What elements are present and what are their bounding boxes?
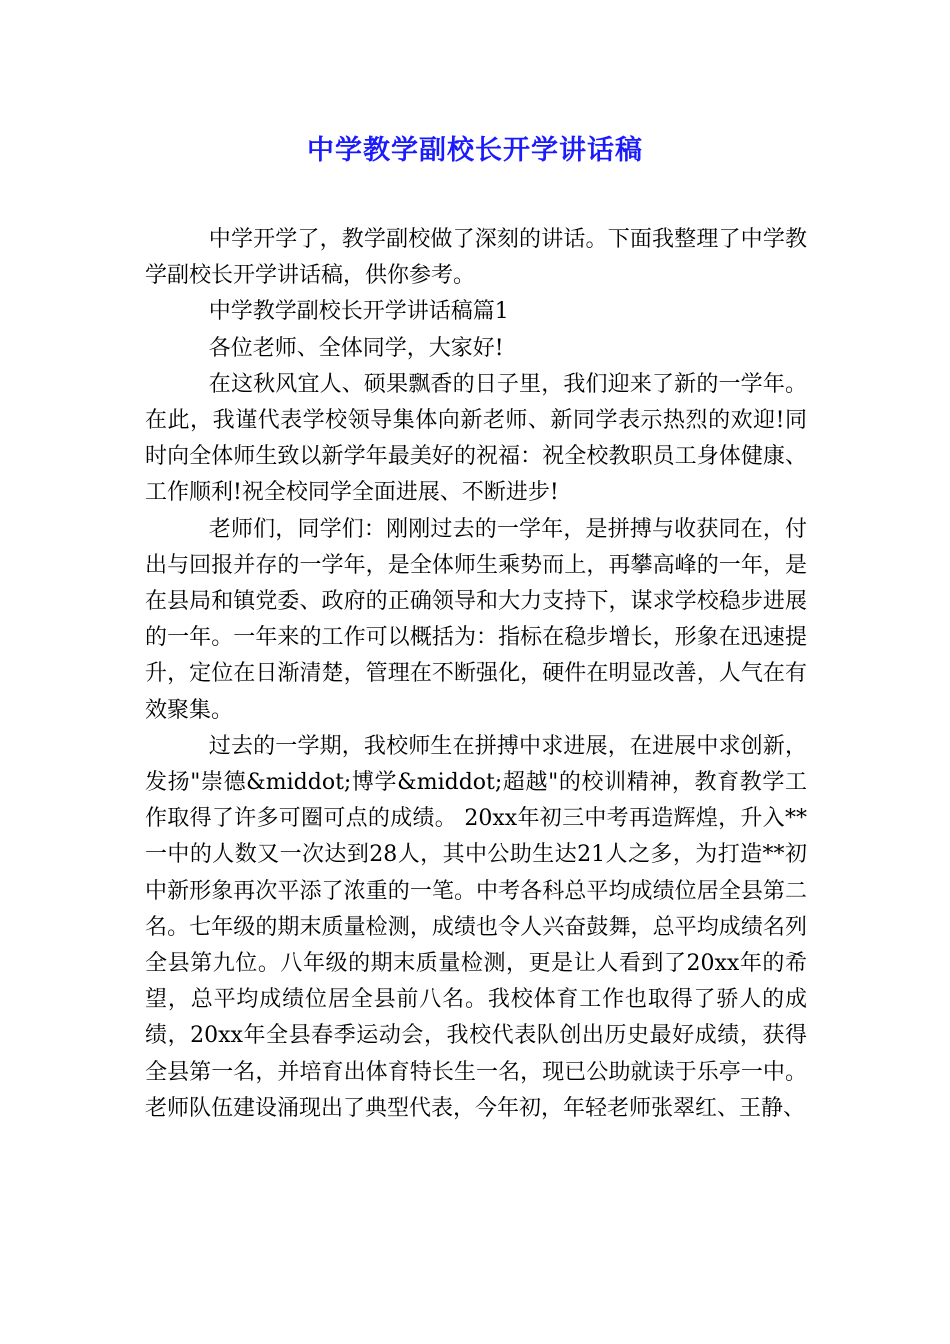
document-title: 中学教学副校长开学讲话稿: [307, 135, 643, 166]
paragraph-greeting: 各位老师、全体同学，大家好!: [208, 335, 504, 361]
document-body: [145, 222, 807, 1127]
paragraph-achievements: 过去的一学期，我校师生在拼搏中求进展，在进展中求创新，发扬"崇德&middot;博学&middot;超越"的校训精神，教育教学工作取得了许多可圈可点的成绩。 20xx年初三中考再造辉煌，升入**一中的人数又一次达到28人，其中公助生达21人之多，为打造**初中新形象再次平添了浓重的一笔。中考各科总平均成绩位居全县第二名。七年级的期末质量检测，成绩也令人兴奋鼓舞，总平均成绩名列全县第九位。八年级的期末质量检测，更是让人看到了20xx年的希望，总平均成绩位居全县前八名。我校体育工作也取得了骄人的成绩，20xx年全县春季运动会，我校代表队创出历史最好成绩，获得全县第一名，并培育出体育特长生一名，现已公助就读于乐亭一中。老师队伍建设涌现出了典型代表，今年初，年轻老师张翠红、王静、: [145, 733, 807, 1121]
paragraph-section-heading: 中学教学副校长开学讲话稿篇1: [208, 299, 509, 325]
paragraph-review: 老师们，同学们：刚刚过去的一学年，是拼搏与收获同在，付出与回报并存的一学年，是全体师生乘势而上，再攀高峰的一年，是在县局和镇党委、政府的正确领导和大力支持下，谋求学校稳步进展的一年。一年来的工作可以概括为：指标在稳步增长，形象在迅速提升，定位在日渐清楚，管理在不断强化，硬件在明显改善，人气在有效聚集。: [145, 516, 807, 723]
paragraph-welcome: 在这秋风宜人、硕果飘香的日子里，我们迎来了新的一学年。在此，我谨代表学校领导集体向新老师、新同学表示热烈的欢迎!同时向全体师生致以新学年最美好的祝福：祝全校教职员工身体健康、工作顺利!祝全校同学全面进展、不断进步!: [145, 371, 807, 506]
paragraph-intro: 中学开学了，教学副校做了深刻的讲话。下面我整理了中学教学副校长开学讲话稿，供你参考。: [145, 227, 807, 289]
